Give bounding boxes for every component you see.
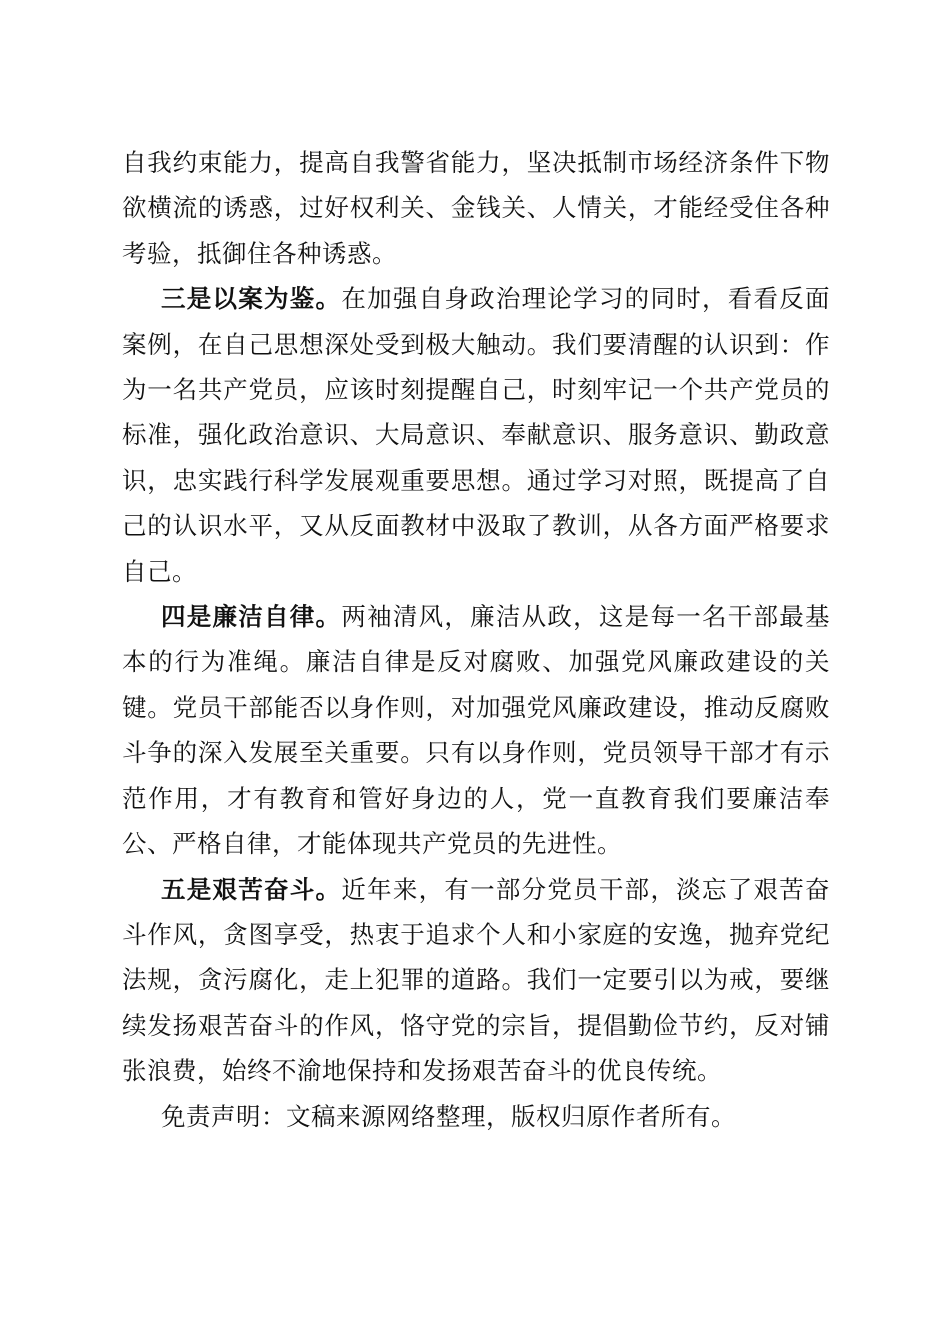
paragraph-heading: 四是廉洁自律。 — [161, 602, 342, 632]
disclaimer-text: 免责声明：文稿来源网络整理，版权归原作者所有。 — [161, 1101, 736, 1131]
paragraph-text: 近年来，有一部分党员干部，淡忘了艰苦奋斗作风，贪图享受，热衷于追求个人和小家庭的安逸，抛弃党纪法规，贪污腐化，走上犯罪的道路。我们一定要引以为戒，要继续发扬艰苦奋斗的作风，恪守党的宗旨，提倡勤俭节约，反对铺张浪费，始终不渝地保持和发扬艰苦奋斗的优良传统。 — [122, 874, 831, 1086]
paragraph-continuation — [122, 140, 830, 276]
paragraph-heading: 五是艰苦奋斗。 — [161, 874, 342, 904]
paragraph-integrity-self-discipline — [122, 594, 830, 866]
paragraph-text: 在加强自身政治理论学习的同时，看看反面案例，在自己思想深处受到极大触动。我们要清醒的认识到：作为一名共产党员，应该时刻提醒自己，时刻牢记一个共产党员的标准，强化政治意识、大局意识、奉献意识、服务意识、勤政意识，忠实践行科学发展观重要思想。通过学习对照，既提高了自己的认识水平，又从反面教材中汲取了教训，从各方面严格要求自己。 — [122, 284, 831, 586]
paragraph-text: 两袖清风，廉洁从政，这是每一名干部最基本的行为准绳。廉洁自律是反对腐败、加强党风廉政建设的关键。党员干部能否以身作则，对加强党风廉政建设，推动反腐败斗争的深入发展至关重要。只有以身作则，党员领导干部才有示范作用，才有教育和管好身边的人，党一直教育我们要廉洁奉公、严格自律，才能体现共产党员的先进性。 — [122, 602, 831, 859]
paragraph-hard-work — [122, 867, 830, 1094]
disclaimer — [122, 1094, 830, 1139]
paragraph-learn-from-cases — [122, 276, 830, 594]
document-body — [122, 140, 830, 1139]
paragraph-heading: 三是以案为鉴。 — [161, 284, 342, 314]
paragraph-text: 自我约束能力，提高自我警省能力，坚决抵制市场经济条件下物欲横流的诱惑，过好权利关、金钱关、人情关，才能经受住各种考验，抵御住各种诱惑。 — [122, 148, 830, 268]
